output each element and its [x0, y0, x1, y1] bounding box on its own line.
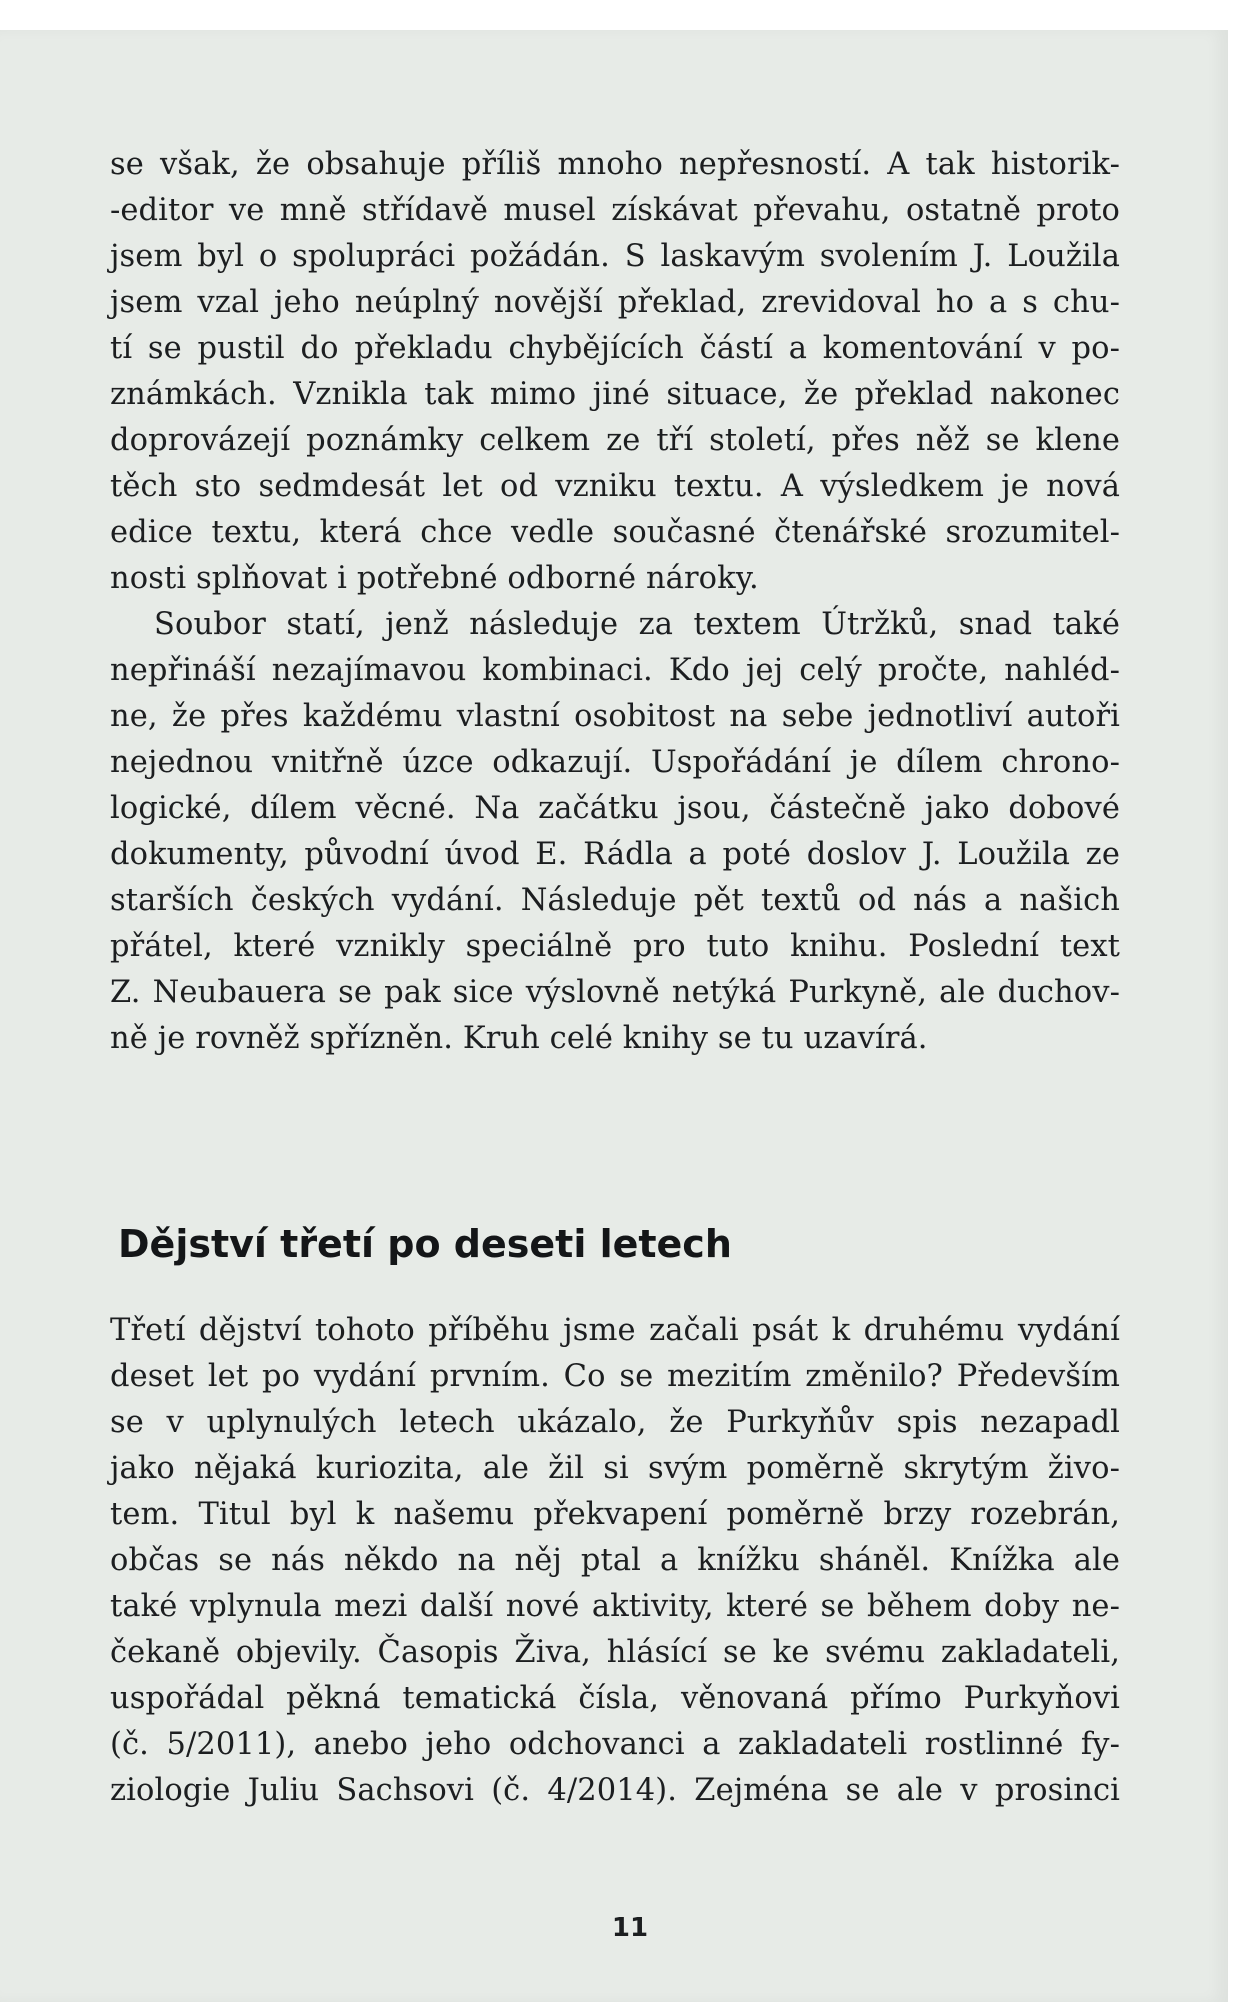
paragraph-3-line: se v uplynulých letech ukázalo, že Purkyňův spis nezapadl [110, 1405, 1120, 1440]
paragraph-2-line: ne, že přes každému vlastní osobitost na sebe jednotliví autoři [110, 699, 1120, 734]
paragraph-2-line: nepřináší nezajímavou kombinaci. Kdo jej celý pročte, nahléd- [110, 653, 1120, 688]
paragraph-1-line: edice textu, která chce vedle současné čtenářské srozumitel- [110, 515, 1120, 550]
paragraph-3-line: čekaně objevily. Časopis Živa, hlásící se ke svému zakladateli, [110, 1635, 1120, 1670]
section-heading: Dějství třetí po deseti letech [118, 1222, 732, 1266]
paragraph-2-line: ně je rovněž spřízněn. Kruh celé knihy se tu uzavírá. [110, 1021, 928, 1056]
page-number: 11 [611, 1913, 649, 1943]
book-page [0, 30, 1228, 2002]
paragraph-3 [110, 1308, 1120, 1814]
paragraph-3-line: také vplynula mezi další nové aktivity, které se během doby ne- [110, 1589, 1120, 1624]
paragraph-1-line: jsem vzal jeho neúplný novější překlad, zrevidoval ho a s chu- [110, 285, 1120, 320]
paragraph-1-line: se však, že obsahuje příliš mnoho nepřesností. A tak historik- [110, 147, 1120, 182]
paragraph-3-line: jako nějaká kuriozita, ale žil si svým poměrně skrytým živo- [110, 1451, 1120, 1486]
paragraph-3-line: Třetí dějství tohoto příběhu jsme začali psát k druhému vydání [110, 1313, 1120, 1348]
paragraph-3-line: (č. 5/2011), anebo jeho odchovanci a zakladateli rostlinné fy- [110, 1727, 1120, 1762]
paragraph-3-line: tem. Titul byl k našemu překvapení poměrně brzy rozebrán, [110, 1497, 1120, 1532]
paragraph-2-line: logické, dílem věcné. Na začátku jsou, částečně jako dobové [110, 791, 1120, 826]
paragraph-2 [110, 602, 1120, 1062]
paragraph-1-line: -editor ve mně střídavě musel získávat převahu, ostatně proto [110, 193, 1120, 228]
paragraph-2-line: dokumenty, původní úvod E. Rádla a poté doslov J. Loužila ze [110, 837, 1120, 872]
paragraph-2-line: Z. Neubauera se pak sice výslovně netýká Purkyně, ale duchov- [110, 975, 1120, 1010]
paragraph-3-line: uspořádal pěkná tematická čísla, věnovaná přímo Purkyňovi [110, 1681, 1120, 1716]
paragraph-1-line: doprovázejí poznámky celkem ze tří století, přes něž se klene [110, 423, 1120, 458]
paragraph-1-line: tí se pustil do překladu chybějících částí a komentování v po- [110, 331, 1120, 366]
paragraph-1-line: známkách. Vznikla tak mimo jiné situace, že překlad nakonec [110, 377, 1120, 412]
paragraph-1-line: nosti splňovat i potřebné odborné nároky. [110, 561, 759, 596]
paragraph-3-line: ziologie Juliu Sachsovi (č. 4/2014). Zejména se ale v prosinci [110, 1773, 1120, 1808]
paragraph-1-line: těch sto sedmdesát let od vzniku textu. A výsledkem je nová [110, 469, 1120, 504]
paragraph-2-line: Soubor statí, jenž následuje za textem Útržků, snad také [154, 607, 1120, 642]
paragraph-3-line: občas se nás někdo na něj ptal a knížku sháněl. Knížka ale [110, 1543, 1120, 1578]
paragraph-2-line: starších českých vydání. Následuje pět textů od nás a našich [110, 883, 1120, 918]
paragraph-1 [110, 142, 1120, 602]
paragraph-3-line: deset let po vydání prvním. Co se mezitím změnilo? Především [110, 1359, 1120, 1394]
paragraph-2-line: přátel, které vznikly speciálně pro tuto knihu. Poslední text [110, 929, 1120, 964]
paragraph-2-line: nejednou vnitřně úzce odkazují. Uspořádání je dílem chrono- [110, 745, 1120, 780]
paragraph-1-line: jsem byl o spolupráci požádán. S laskavým svolením J. Loužila [110, 239, 1120, 274]
